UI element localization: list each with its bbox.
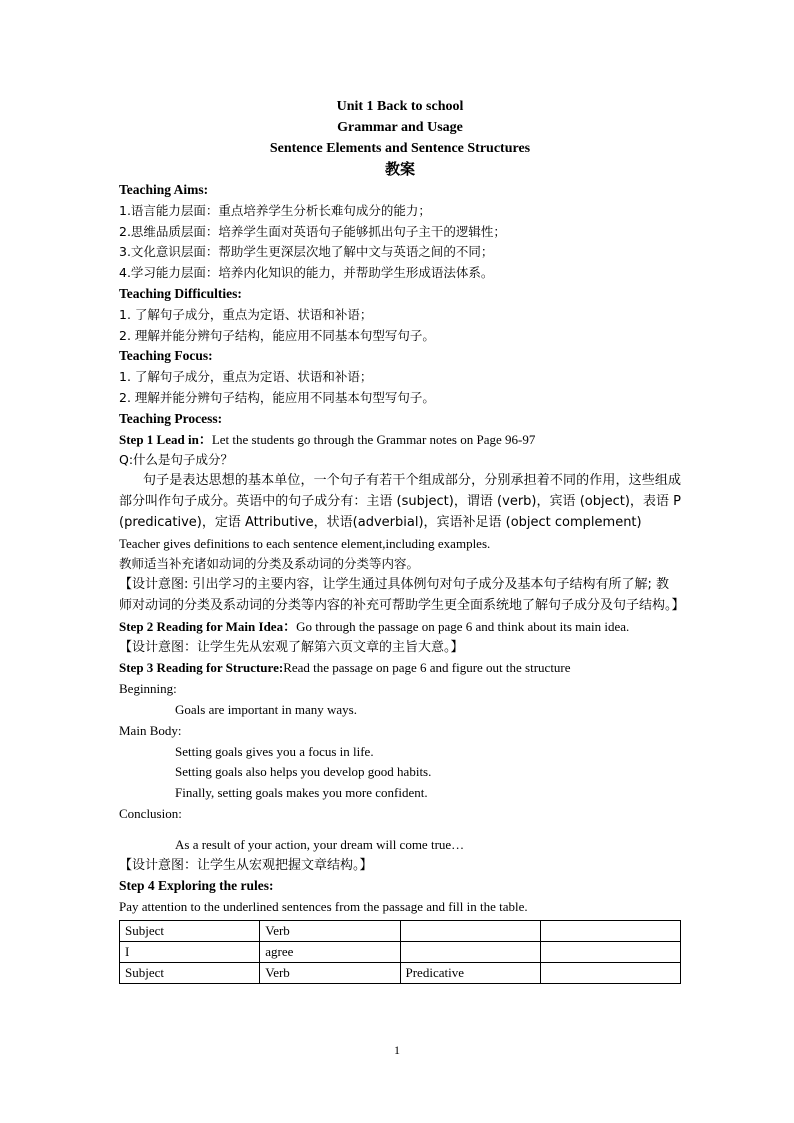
difficulties-item: 2. 理解并能分辨句子结构，能应用不同基本句型写句子。 [119, 327, 435, 343]
step4-heading: Step 4 Exploring the rules: [119, 878, 274, 894]
step3-line [119, 658, 681, 679]
question-line: Q:什么是句子成分？ [119, 452, 234, 468]
focus-item: 2. 理解并能分辨句子结构，能应用不同基本句型写句子。 [119, 389, 435, 405]
design-intent-1: 【设计意图: 引出学习的主要内容，让学生通过具体例句对句子成分及基本句子结构有所了解; 教师对动词的分类及系动词的分类等内容的补充可帮助学生更全面系统地了解句子成分及句子结构。】 [119, 577, 685, 613]
table-row [120, 920, 681, 941]
teacher-cn-line: 教师适当补充诸如动词的分类及系动词的分类等内容。 [119, 556, 420, 572]
step2-line [119, 617, 681, 638]
step3-text: Read the passage on page 6 and figure out the structure [283, 660, 571, 676]
aims-heading: Teaching Aims: [119, 182, 209, 197]
body-item: Setting goals gives you a focus in life. [175, 743, 374, 759]
design-intent-3: 【设计意图：让学生从宏观把握文章结构。】 [119, 857, 373, 873]
body-item: Finally, setting goals makes you more confident. [175, 785, 428, 801]
document-page [119, 96, 685, 984]
page-number: 1 [394, 1043, 400, 1057]
aims-item: 1.语言能力层面：重点培养学生分析长难句成分的能力； [119, 202, 431, 218]
difficulties-heading: Teaching Difficulties: [119, 285, 242, 301]
step1-line [119, 430, 681, 451]
sentence-elements-paragraph: 句子是表达思想的基本单位，一个句子有若干个组成部分，分别承担着不同的作用，这些组成部分叫作句子成分。英语中的句子成分有：主语 (subject)，谓语 (verb)，宾语 (object)，表语 P (predicative)，定语 Attributive，状语(adverbial)，宾语补足语 (object complement) [119, 473, 681, 530]
body-label: Main Body: [119, 722, 182, 738]
table-cell: agree [260, 941, 400, 962]
step1-text: Let the students go through the Grammar notes on Page 96-97 [211, 431, 536, 447]
aims-item: 3.文化意识层面：帮助学生更深层次地了解中文与英语之间的不同； [119, 244, 494, 260]
conclusion-label: Conclusion: [119, 805, 182, 821]
table-cell [540, 941, 680, 962]
table-cell: Predicative [400, 962, 540, 983]
step2-text: Go through the passage on page 6 and think about its main idea. [296, 618, 630, 634]
table-cell: Subject [120, 920, 260, 941]
table-row [120, 962, 681, 983]
table-cell: Subject [120, 962, 260, 983]
table-cell [400, 920, 540, 941]
table-cell [540, 920, 680, 941]
step3-label: Step 3 Reading for Structure: [119, 660, 284, 676]
sentence-structure-table [119, 920, 681, 984]
beginning-text: Goals are important in many ways. [175, 701, 357, 717]
focus-heading: Teaching Focus: [119, 348, 213, 364]
section-title: Grammar and Usage [337, 120, 463, 135]
table-cell: I [120, 941, 260, 962]
spacer [119, 825, 681, 835]
lesson-title: Sentence Elements and Sentence Structures [269, 141, 531, 156]
unit-title: Unit 1 Back to school [336, 99, 464, 114]
step4-text: Pay attention to the underlined sentences from the passage and fill in the table. [119, 899, 528, 915]
table-row [120, 941, 681, 962]
doc-type-title: 教案 [384, 160, 415, 178]
process-heading: Teaching Process: [119, 410, 223, 426]
table-cell: Verb [260, 920, 400, 941]
body-item: Setting goals also helps you develop good habits. [175, 764, 432, 780]
teacher-line: Teacher gives definitions to each sentence element,including examples. [119, 535, 491, 551]
step2-label: Step 2 Reading for Main Idea： [119, 618, 297, 634]
design-intent-2: 【设计意图：让学生先从宏观了解第六页文章的主旨大意。】 [119, 639, 464, 655]
step1-label: Step 1 Lead in： [119, 431, 212, 447]
aims-item: 4.学习能力层面：培养内化知识的能力，并帮助学生形成语法体系。 [119, 265, 494, 281]
table-cell [540, 962, 680, 983]
aims-item: 2.思维品质层面：培养学生面对英语句子能够抓出句子主干的逻辑性； [119, 223, 506, 239]
conclusion-text: As a result of your action, your dream will come true… [175, 836, 465, 852]
difficulties-item: 1. 了解句子成分，重点为定语、状语和补语； [119, 306, 373, 322]
table-cell [400, 941, 540, 962]
table-cell: Verb [260, 962, 400, 983]
beginning-label: Beginning: [119, 681, 177, 697]
focus-item: 1. 了解句子成分，重点为定语、状语和补语； [119, 369, 373, 385]
